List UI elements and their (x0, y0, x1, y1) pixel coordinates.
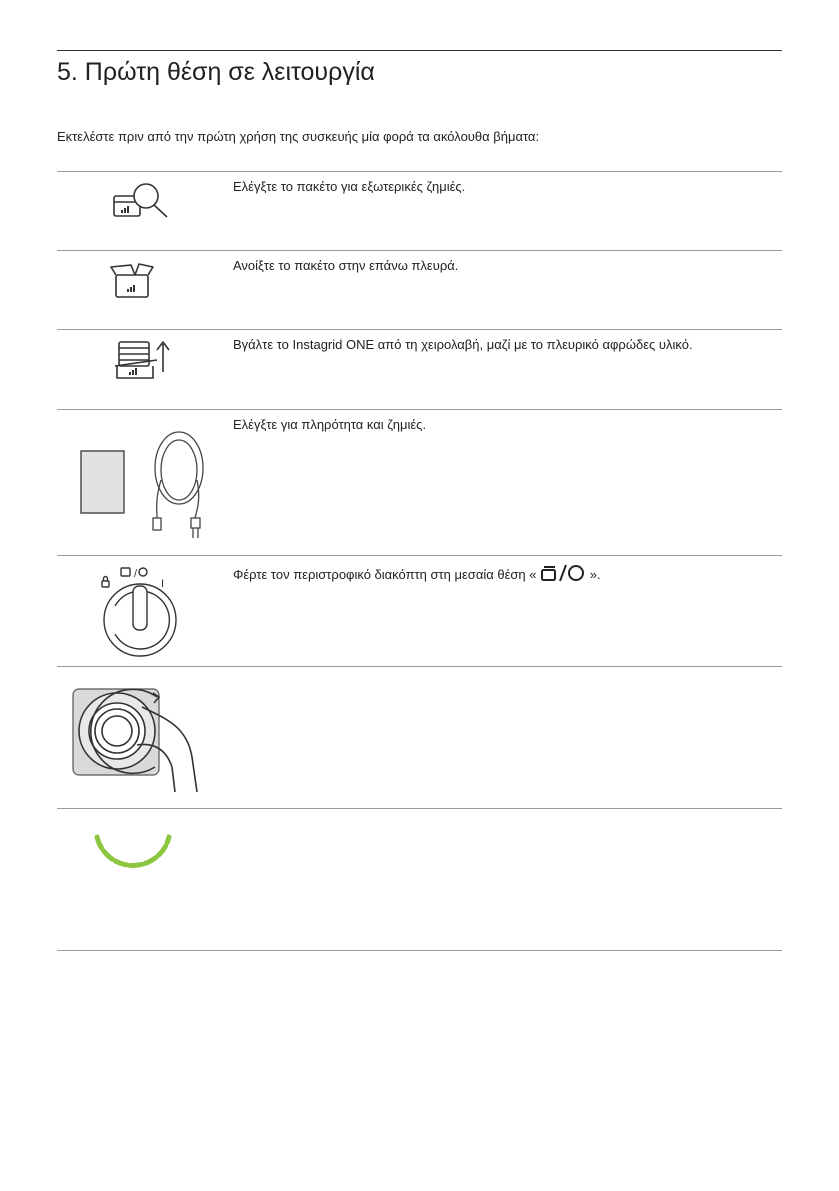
step-row-1 (57, 171, 782, 251)
package-lift-icon (57, 330, 227, 410)
package-open-icon (57, 251, 227, 330)
step-row-2 (57, 250, 782, 330)
step-row-4 (57, 409, 782, 556)
step-row-6 (57, 666, 782, 809)
step-row-7 (57, 808, 782, 951)
switch-on-label: I (161, 578, 165, 590)
step-row-5 (57, 555, 782, 667)
step-3-text: Βγάλτε το Instagrid ONE από τη χειρολαβή, μαζί με το πλευρικό αφρώδες υλικό. (233, 337, 693, 352)
switch-middle-position-icon (540, 563, 586, 583)
charging-ring-icon (57, 809, 227, 951)
page-title: 5. Πρώτη θέση σε λειτουργία (57, 58, 375, 86)
manual-and-cable-icon (57, 410, 227, 556)
plug-in-socket-icon (57, 667, 227, 809)
rotary-switch-icon (57, 556, 227, 667)
step-5-text-after: ». (589, 567, 601, 582)
step-1-text: Ελέγξτε το πακέτο για εξωτερικές ζημιές. (233, 179, 466, 194)
package-inspect-icon (57, 172, 227, 251)
step-row-3 (57, 329, 782, 410)
step-5-text (233, 563, 601, 583)
top-rule (57, 50, 782, 51)
step-5-text-before: Φέρτε τον περιστροφικό διακόπτη στη μεσαία θέση « (233, 567, 537, 582)
step-2-text: Ανοίξτε το πακέτο στην επάνω πλευρά. (233, 258, 459, 273)
switch-slash-label: / (134, 568, 138, 580)
step-4-text: Ελέγξτε για πληρότητα και ζημιές. (233, 417, 427, 432)
intro-text: Εκτελέστε πριν από την πρώτη χρήση της συσκευής μία φορά τα ακόλουθα βήματα: (57, 129, 540, 144)
bottom-rule (57, 950, 782, 951)
